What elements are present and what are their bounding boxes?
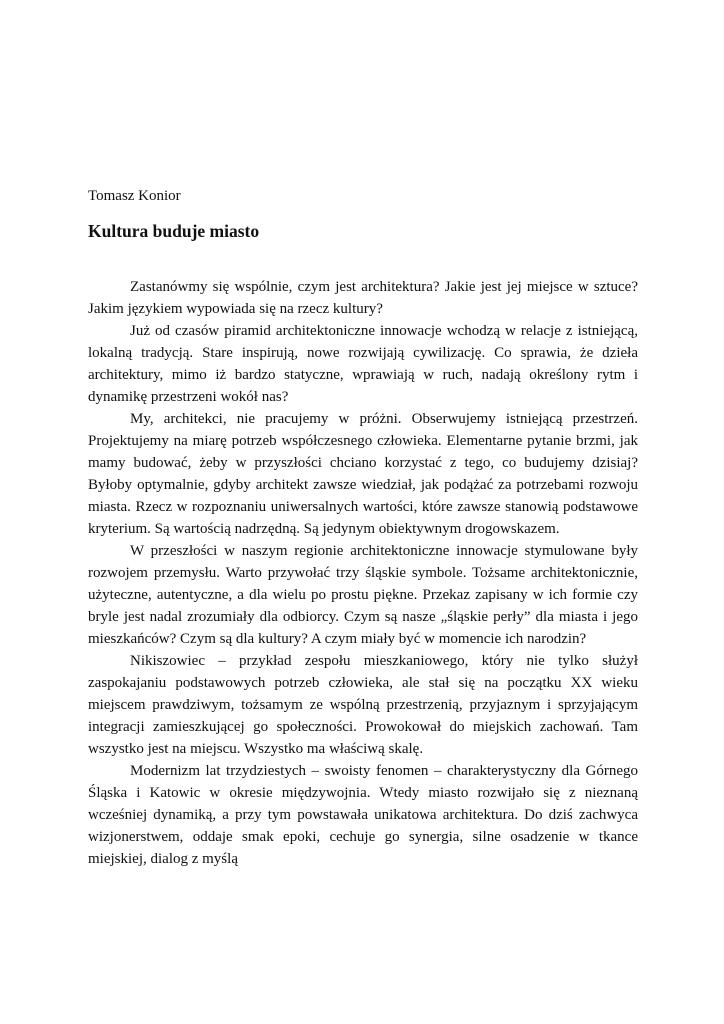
paragraph: Modernizm lat trzydziestych – swoisty fenomen – charakterystyczny dla Górnego Śląska i Katowic w okresie międzywojnia. Wtedy miasto rozwijało się z nieznaną wcześniej dynamiką, a przy tym powstawała unikatowa architektura. Do dziś zachwyca wizjonerstwem, oddaje smak epoki, cechuje go synergia, silne osadzenie w tkance miejskiej, dialog z myślą bbox=[88, 763, 638, 867]
author-name: Tomasz Konior bbox=[88, 188, 181, 204]
paragraph: Zastanówmy się wspólnie, czym jest architektura? Jakie jest jej miejsce w sztuce? Jakim językiem wypowiada się na rzecz kultury? bbox=[88, 279, 638, 317]
article-title: Kultura buduje miasto bbox=[88, 221, 260, 241]
paragraph: My, architekci, nie pracujemy w próżni. Obserwujemy istniejącą przestrzeń. Projektujemy na miarę potrzeb współczesnego człowieka. Elementarne pytanie brzmi, jak mamy budować, żeby w przyszłości chciano korzystać z tego, co budujemy dzisiaj? Byłoby optymalnie, gdyby architekt zawsze wiedział, jak podążać za potrzebami rozwoju miasta. Rzecz w rozpoznaniu uniwersalnych wartości, które zawsze stanowią podstawowe kryterium. Są wartością nadrzędną. Są jedynym obiektywnym drogowskazem. bbox=[88, 411, 638, 537]
paragraph: Już od czasów piramid architektoniczne innowacje wchodzą w relacje z istniejącą, lokalną tradycją. Stare inspirują, nowe rozwijają cywilizację. Co sprawia, że dzieła architektury, mimo iż bardzo statyczne, wprawiają w ruch, nadają określony rytm i dynamikę przestrzeni wokół nas? bbox=[88, 323, 638, 405]
article-body bbox=[88, 276, 638, 870]
paragraph: W przeszłości w naszym regionie architektoniczne innowacje stymulowane były rozwojem przemysłu. Warto przywołać trzy śląskie symbole. Tożsame architektonicznie, użyteczne, autentyczne, a dla wielu po prostu piękne. Przekaz zapisany w ich formie czy bryle jest nadal zrozumiały dla odbiorcy. Czym są nasze „śląskie perły” dla miasta i jego mieszkańców? Czym są dla kultury? A czym miały być w momencie ich narodzin? bbox=[88, 543, 638, 647]
paragraph: Nikiszowiec – przykład zespołu mieszkaniowego, który nie tylko służył zaspokajaniu podstawowych potrzeb człowieka, ale stał się na początku XX wieku miejscem prawdziwym, tożsamym ze wspólną przestrzenią, przyjaznym i sprzyjającym integracji zamieszkującej go społeczności. Prowokował do miejskich zachowań. Tam wszystko jest na miejscu. Wszystko ma właściwą skalę. bbox=[88, 653, 638, 757]
